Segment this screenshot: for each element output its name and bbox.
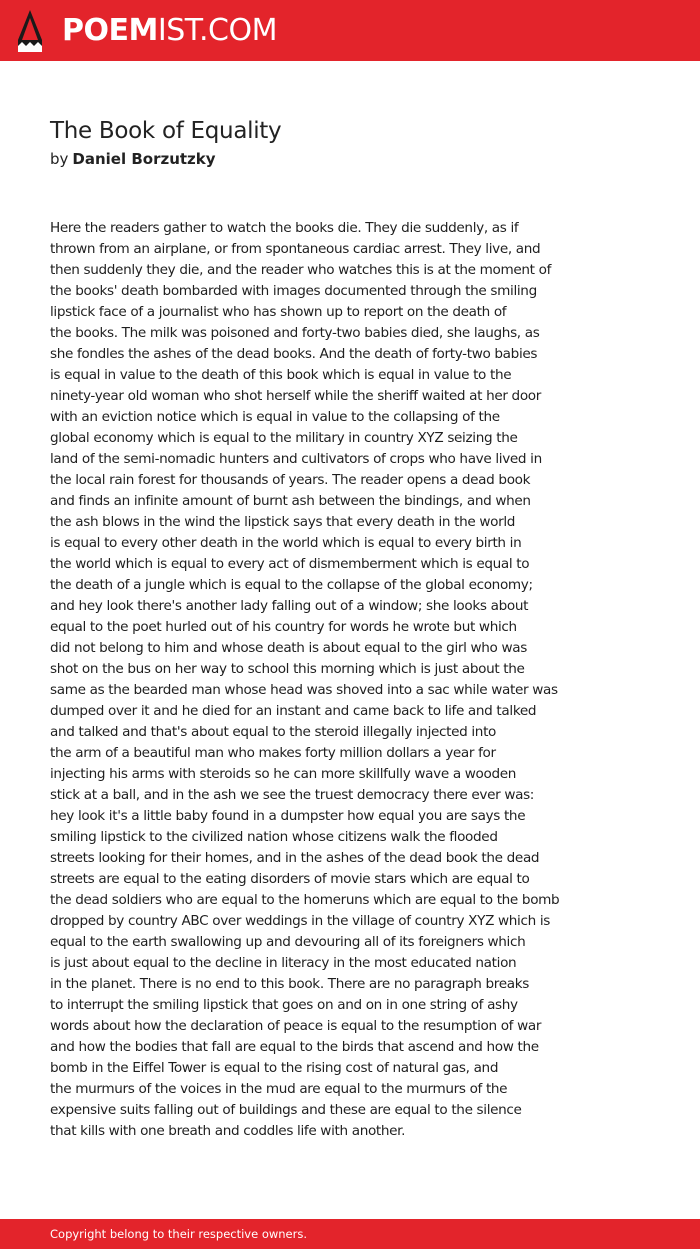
poem-line: is equal in value to the death of this book which is equal in value to the: [50, 367, 512, 383]
poem-line: the books. The milk was poisoned and forty-two babies died, she laughs, as: [50, 325, 540, 341]
poem-line: the books' death bombarded with images documented through the smiling: [50, 283, 537, 299]
poem-line: stick at a ball, and in the ash we see the truest democracy there ever was:: [50, 787, 535, 803]
poem-line: smiling lipstick to the civilized nation whose citizens walk the flooded: [50, 829, 498, 845]
poem-line: expensive suits falling out of buildings and these are equal to the silence: [50, 1102, 522, 1118]
poem-line: same as the bearded man whose head was shoved into a sac while water was: [50, 682, 558, 698]
poem-title: The Book of Equality: [50, 118, 282, 144]
wordmark-rest: IST.COM: [157, 13, 277, 48]
poem-body: [50, 218, 670, 1142]
poem-line: ninety-year old woman who shot herself while the sheriff waited at her door: [50, 388, 542, 404]
wordmark-bold: POEM: [62, 13, 158, 48]
site-header: [0, 0, 700, 61]
by-label: by: [50, 150, 69, 168]
poem-line: global economy which is equal to the military in country XYZ seizing the: [50, 430, 518, 446]
poem-line: equal to the earth swallowing up and devouring all of its foreigners which: [50, 934, 526, 950]
poem-line: land of the semi-nomadic hunters and cultivators of crops who have lived in: [50, 451, 542, 467]
pencil-icon: [16, 10, 44, 52]
poem-line: then suddenly they die, and the reader who watches this is at the moment of: [50, 262, 552, 278]
poem-line: words about how the declaration of peace is equal to the resumption of war: [50, 1018, 542, 1034]
poem-line: is just about equal to the decline in literacy in the most educated nation: [50, 955, 517, 971]
poem-line: the local rain forest for thousands of years. The reader opens a dead book: [50, 472, 531, 488]
copyright-notice: Copyright belong to their respective owners.: [50, 1227, 308, 1241]
poem-line: did not belong to him and whose death is about equal to the girl who was: [50, 640, 527, 656]
poem-line: and finds an infinite amount of burnt ash between the bindings, and when: [50, 493, 531, 509]
poem-byline: [50, 148, 216, 170]
poem-line: dumped over it and he died for an instant and came back to life and talked: [50, 703, 537, 719]
poem-line: streets are equal to the eating disorders of movie stars which are equal to: [50, 871, 530, 887]
poem-line: that kills with one breath and coddles life with another.: [50, 1123, 406, 1139]
poem-line: injecting his arms with steroids so he can more skillfully wave a wooden: [50, 766, 517, 782]
poem-line: and talked and that's about equal to the steroid illegally injected into: [50, 724, 497, 740]
poem-line: the death of a jungle which is equal to the collapse of the global economy;: [50, 577, 533, 593]
poem-line: the arm of a beautiful man who makes forty million dollars a year for: [50, 745, 496, 761]
poem-line: lipstick face of a journalist who has shown up to report on the death of: [50, 304, 507, 320]
poem-line: is equal to every other death in the world which is equal to every birth in: [50, 535, 522, 551]
poem-line: thrown from an airplane, or from spontaneous cardiac arrest. They live, and: [50, 241, 541, 257]
poem-line: with an eviction notice which is equal in value to the collapsing of the: [50, 409, 500, 425]
poem-line: hey look it's a little baby found in a dumpster how equal you are says the: [50, 808, 526, 824]
poem-line: in the planet. There is no end to this book. There are no paragraph breaks: [50, 976, 529, 992]
poem-line: Here the readers gather to watch the books die. They die suddenly, as if: [50, 220, 519, 236]
poem-line: dropped by country ABC over weddings in the village of country XYZ which is: [50, 913, 550, 929]
site-wordmark: [62, 12, 277, 50]
poem-line: and how the bodies that fall are equal to the birds that ascend and how the: [50, 1039, 539, 1055]
poem-line: the world which is equal to every act of dismemberment which is equal to: [50, 556, 530, 572]
poem-line: equal to the poet hurled out of his country for words he wrote but which: [50, 619, 517, 635]
site-footer: [0, 1219, 700, 1249]
poem-line: and hey look there's another lady falling out of a window; she looks about: [50, 598, 529, 614]
author-name: Daniel Borzutzky: [72, 150, 216, 168]
poem-line: the murmurs of the voices in the mud are equal to the murmurs of the: [50, 1081, 508, 1097]
poem-line: the dead soldiers who are equal to the homeruns which are equal to the bomb: [50, 892, 560, 908]
poem-line: shot on the bus on her way to school this morning which is just about the: [50, 661, 525, 677]
poem-line: the ash blows in the wind the lipstick says that every death in the world: [50, 514, 516, 530]
poem-line: bomb in the Eiffel Tower is equal to the rising cost of natural gas, and: [50, 1060, 499, 1076]
poem-line: she fondles the ashes of the dead books. And the death of forty-two babies: [50, 346, 538, 362]
poem-line: streets looking for their homes, and in the ashes of the dead book the dead: [50, 850, 540, 866]
poem-line: to interrupt the smiling lipstick that goes on and on in one string of ashy: [50, 997, 518, 1013]
